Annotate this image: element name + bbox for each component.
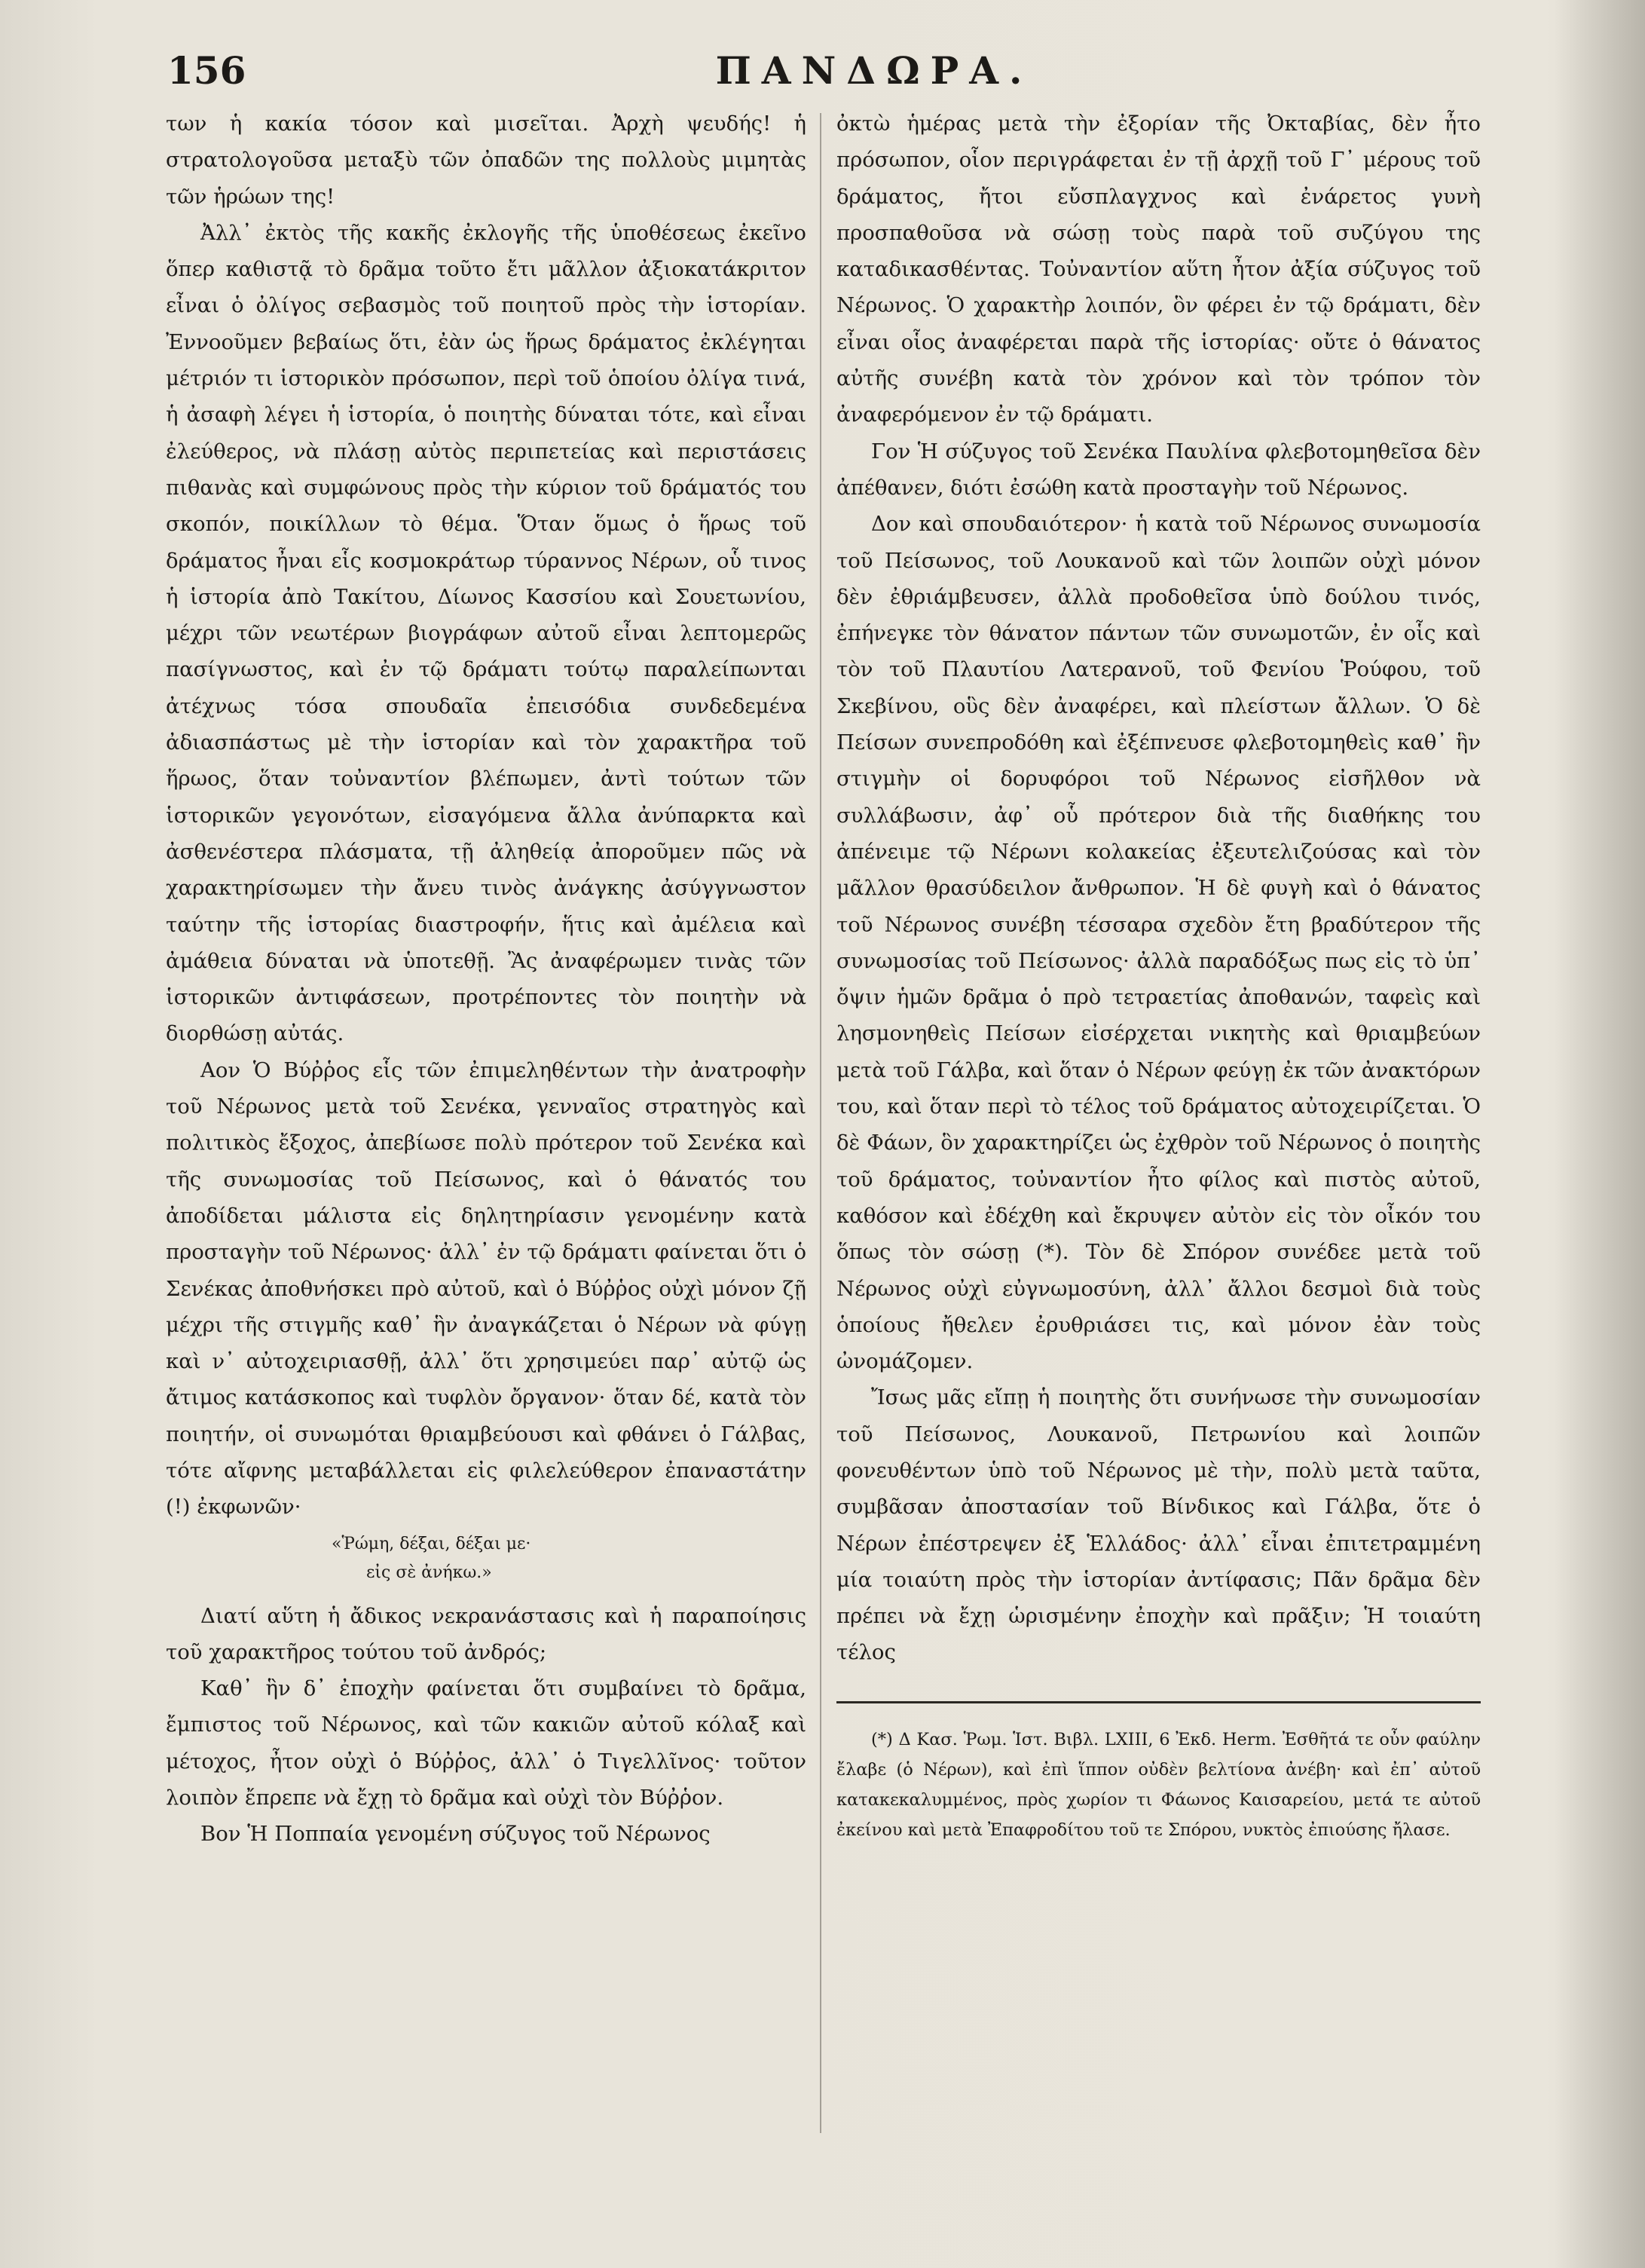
running-title: ΠΑΝΔΩΡΑ. [715,48,1033,93]
paragraph: Αον Ὁ Βύῤῥος εἷς τῶν ἐπιμεληθέντων τὴν ἀνατροφὴν τοῦ Νέρωνος μετὰ τοῦ Σενέκα, γενναῖος στρατηγὸς καὶ πολιτικὸς ἔξοχος, ἀπεβίωσε πολὺ πρότερον τοῦ Σενέκα καὶ τῆς συνωμοσίας τοῦ Πείσωνος, καὶ ὁ θάνατός του ἀποδίδεται μάλιστα εἰς δηλητηρίασιν γενομένην κατὰ προσταγὴν τοῦ Νέρωνος· ἀλλ᾽ ἐν τῷ δράματι φαίνεται ὅτι ὁ Σενέκας ἀποθνήσκει πρὸ αὐτοῦ, καὶ ὁ Βύῤῥος οὐχὶ μόνον ζῇ μέχρι τῆς στιγμῆς καθ᾽ ἣν ἀναγκάζεται ὁ Νέρων νὰ φύγῃ καὶ ν᾽ αὐτοχειριασθῇ, ἀλλ᾽ ὅτι χρησιμεύει παρ᾽ αὐτῷ ὡς ἄτιμος κατάσκοπος καὶ τυφλὸν ὄργανον· ὅταν δέ, κατὰ τὸν ποιητήν, οἱ συνωμόται θριαμβεύουσι καὶ φθάνει ὁ Γάλβας, τότε αἴφνης μεταβάλλεται εἰς φιλελεύθερον ἐπαναστάτην (!) ἐκφωνῶν· [166,1057,806,1520]
page-number: 156 [167,48,246,93]
verse-line: εἰς σὲ ἀνήκω.» [366,1563,492,1582]
footnote-rule [836,1701,1481,1703]
paragraph: Βον Ἡ Ποππαία γενομένη σύζυγος τοῦ Νέρωνος [200,1822,711,1847]
paragraph: Δον καὶ σπουδαιότερον· ἡ κατὰ τοῦ Νέρωνος συνωμοσία τοῦ Πείσωνος, τοῦ Λουκανοῦ καὶ τῶν λοιπῶν οὐχὶ μόνον δὲν ἐθριάμβευσεν, ἀλλὰ προδοθεῖσα ὑπὸ δούλου τινός, ἐπήνεγκε τὸν θάνατον πάντων τῶν συνωμοτῶν, ἐν οἷς καὶ τὸν τοῦ Πλαυτίου Λατερανοῦ, τοῦ Φενίου Ῥούφου, τοῦ Σκεβίνου, οὓς δὲν ἀναφέρει, καὶ πλείστων ἄλλων. Ὁ δὲ Πείσων συνεπροδόθη καὶ ἐξέπνευσε φλεβοτομηθεὶς καθ᾽ ἣν στιγμὴν οἱ δορυφόροι τοῦ Νέρωνος εἰσῆλθον νὰ συλλάβωσιν, ἀφ᾽ οὗ πρότερον διὰ τῆς διαθήκης του ἀπένειμε τῷ Νέρωνι κολακείας ἐξευτελιζούσας καὶ τὸν μᾶλλον θρασύδειλον ἄνθρωπον. Ἡ δὲ φυγὴ καὶ ὁ θάνατος τοῦ Νέρωνος συνέβη τέσσαρα σχεδὸν ἔτη βραδύτερον τῆς συνωμοσίας τοῦ Πείσωνος· ἀλλὰ παραδόξως πως εἰς τὸ ὑπ᾽ ὄψιν ἡμῶν δρᾶμα ὁ πρὸ τετραετίας ἀποθανών, ταφεὶς καὶ λησμονηθεὶς Πείσων εἰσέρχεται νικητὴς καὶ θριαμβεύων μετὰ τοῦ Γάλβα, καὶ ὅταν ὁ Νέρων φεύγῃ ἐκ τῶν ἀνακτόρων του, καὶ ὅταν περὶ τὸ τέλος τοῦ δράματος αὐτοχειρίζεται. Ὁ δὲ Φάων, ὃν χαρακτηρίζει ὡς ἐχθρὸν τοῦ Νέρωνος ὁ ποιητὴς τοῦ δράματος, τοὐναντίον ἦτο φίλος καὶ πιστὸς αὐτοῦ, καθόσον καὶ ἐδέχθη καὶ ἔκρυψεν αὐτὸν εἰς τὸν οἶκόν του ὅπως τὸν σώσῃ (*). Τὸν δὲ Σπόρον συνέδεε μετὰ τοῦ Νέρωνος οὐχὶ εὐγνωμοσύνη, ἀλλ᾽ ἄλλοι δεσμοὶ διὰ τοὺς ὁποίους ἤθελεν ἐρυθριάσει τις, καὶ μόνον ἐὰν τοὺς ὠνομάζομεν. [836,512,1481,1374]
paragraph: ὀκτὼ ἡμέρας μετὰ τὴν ἐξορίαν τῆς Ὀκταβίας, δὲν ἦτο πρόσωπον, οἷον περιγράφεται ἐν τῇ ἀρχῇ τοῦ Γ᾽ μέρους τοῦ δράματος, ἤτοι εὔσπλαγχνος καὶ ἐνάρετος γυνὴ προσπαθοῦσα νὰ σώσῃ τοὺς παρὰ τοῦ συζύγου της καταδικασθέντας. Τοὐναντίον αὕτη ἦτον ἀξία σύζυγος τοῦ Νέρωνος. Ὁ χαρακτὴρ λοιπόν, ὃν φέρει ἐν τῷ δράματι, δὲν εἶναι οἷος ἀναφέρεται παρὰ τῆς ἱστορίας· οὔτε ὁ θάνατος αὐτῆς συνέβη κατὰ τὸν χρόνον καὶ τὸν τρόπον τὸν ἀναφερόμενον ἐν τῷ δράματι. [836,112,1481,427]
paragraph: Ἴσως μᾶς εἴπῃ ἡ ποιητὴς ὅτι συνήνωσε τὴν συνωμοσίαν τοῦ Πείσωνος, Λουκανοῦ, Πετρωνίου καὶ λοιπῶν φονευθέντων ὑπὸ τοῦ Νέρωνος μὲ τὴν, πολὺ μετὰ ταῦτα, συμβᾶσαν ἀποστασίαν τοῦ Βίνδικος καὶ Γάλβα, ὅτε ὁ Νέρων ἐπέστρεψεν ἐξ Ἑλλάδος· ἀλλ᾽ εἶναι ἐπιτετραμμένη μία τοιαύτη πρὸς τὴν ἱστορίαν ἀντίφασις; Πᾶν δρᾶμα δὲν πρέπει νὰ ἔχῃ ὡρισμένην ἐποχὴν καὶ πρᾶξιν; Ἡ τοιαύτη τέλος [836,1385,1481,1665]
paragraph: των ἡ κακία τόσον καὶ μισεῖται. Ἀρχὴ ψευδής! ἡ στρατολογοῦσα μεταξὺ τῶν ὀπαδῶν της πολλοὺς μιμητὰς τῶν ἡρώων της! [166,112,806,209]
footnote: (*) Δ Κασ. Ῥωμ. Ἱστ. Βιβλ. LXIII, 6 Ἐκδ. Herm. Ἐσθῆτά τε οὖν φαύλην ἔλαβε (ὁ Νέρων), καὶ ἐπὶ ἵππον οὐδὲν βελτίονα ἀνέβη· καὶ ἐπ᾽ αὐτοῦ κατακεκαλυμμένος, πρὸς χωρίον τι Φάωνος Καισαρείου, μετά τε αὐτοῦ ἐκείνου καὶ μετὰ Ἐπαφροδίτου τοῦ τε Σπόρου, νυκτὸς ἐπιούσης ἤλασε. [836,1729,1481,1840]
page-header [158,48,1590,101]
left-column [166,106,806,2223]
page-edge-shadow [1555,0,1645,2268]
right-column [836,106,1481,2223]
paragraph: Καθ᾽ ἣν δ᾽ ἐποχὴν φαίνεται ὅτι συμβαίνει τὸ δρᾶμα, ἔμπιστος τοῦ Νέρωνος, καὶ τῶν κακιῶν αὐτοῦ κόλαξ καὶ μέτοχος, ἦτον οὐχὶ ὁ Βύῤῥος, ἀλλ᾽ ὁ Τιγελλῖνος· τοῦτον λοιπὸν ἔπρεπε νὰ ἔχῃ τὸ δρᾶμα καὶ οὐχὶ τὸν Βύῤῥον. [166,1676,806,1810]
verse-quote [332,1530,806,1587]
paragraph: Ἀλλ᾽ ἐκτὸς τῆς κακῆς ἐκλογῆς τῆς ὑποθέσεως ἐκεῖνο ὅπερ καθιστᾷ τὸ δρᾶμα τοῦτο ἔτι μᾶλλον ἀξιοκατάκριτον εἶναι ὁ ὀλίγος σεβασμὸς τοῦ ποιητοῦ πρὸς τὴν ἱστορίαν. Ἐννοοῦμεν βεβαίως ὅτι, ἐὰν ὡς ἥρως δράματος ἐκλέγηται μέτριόν τι ἱστορικὸν πρόσωπον, περὶ τοῦ ὁποίου ὀλίγα τινά, ἡ ἀσαφὴ λέγει ἡ ἱστορία, ὁ ποιητὴς δύναται τότε, καὶ εἶναι ἐλεύθερος, νὰ πλάσῃ αὐτὸς περιπετείας καὶ περιστάσεις πιθανὰς καὶ συμφώνους πρὸς τὴν κύριον τοῦ δράματός του σκοπόν, ποικίλλων τὸ θέμα. Ὅταν ὅμως ὁ ἥρως τοῦ δράματος ἦναι εἷς κοσμοκράτωρ τύραννος Νέρων, οὗ τινος ἡ ἱστορία ἀπὸ Τακίτου, Δίωνος Κασσίου καὶ Σουετωνίου, μέχρι τῶν νεωτέρων βιογράφων αὐτοῦ εἶναι λεπτομερῶς πασίγνωστος, καὶ ἐν τῷ δράματι τούτῳ παραλείπωνται ἀτέχνως τόσα σπουδαῖα ἐπεισόδια συνδεδεμένα ἀδιασπάστως μὲ τὴν ἱστορίαν καὶ τὸν χαρακτῆρα τοῦ ἥρωος, ὅταν τοὐναντίον βλέπωμεν, ἀντὶ τούτων τῶν ἱστορικῶν γεγονότων, εἰσαγόμενα ἄλλα ἀνύπαρκτα καὶ ἀσθενέστερα πλάσματα, τῇ ἀληθείᾳ ἀποροῦμεν πῶς νὰ χαρακτηρίσωμεν τὴν ἄνευ τινὸς ἀνάγκης ἀσύγγνωστον ταύτην τῆς ἱστορίας διαστροφήν, ἥτις καὶ ἀμέλεια καὶ ἀμάθεια δύναται νὰ ὑποτεθῇ. Ἂς ἀναφέρωμεν τινὰς τῶν ἱστορικῶν ἀντιφάσεων, προτρέποντες τὸν ποιητὴν νὰ διορθώσῃ αὐτάς. [166,220,806,1046]
verse-line: «Ῥώμη, δέξαι, δέξαι με· [332,1534,531,1553]
paragraph: Γον Ἡ σύζυγος τοῦ Σενέκα Παυλίνα φλεβοτομηθεῖσα δὲν ἀπέθανεν, διότι ἐσώθη κατὰ προσταγὴν τοῦ Νέρωνος. [836,439,1481,500]
column-divider [820,113,821,2133]
paragraph: Διατί αὕτη ἡ ἄδικος νεκρανάστασις καὶ ἡ παραποίησις τοῦ χαρακτῆρος τούτου τοῦ ἀνδρός; [166,1603,806,1664]
